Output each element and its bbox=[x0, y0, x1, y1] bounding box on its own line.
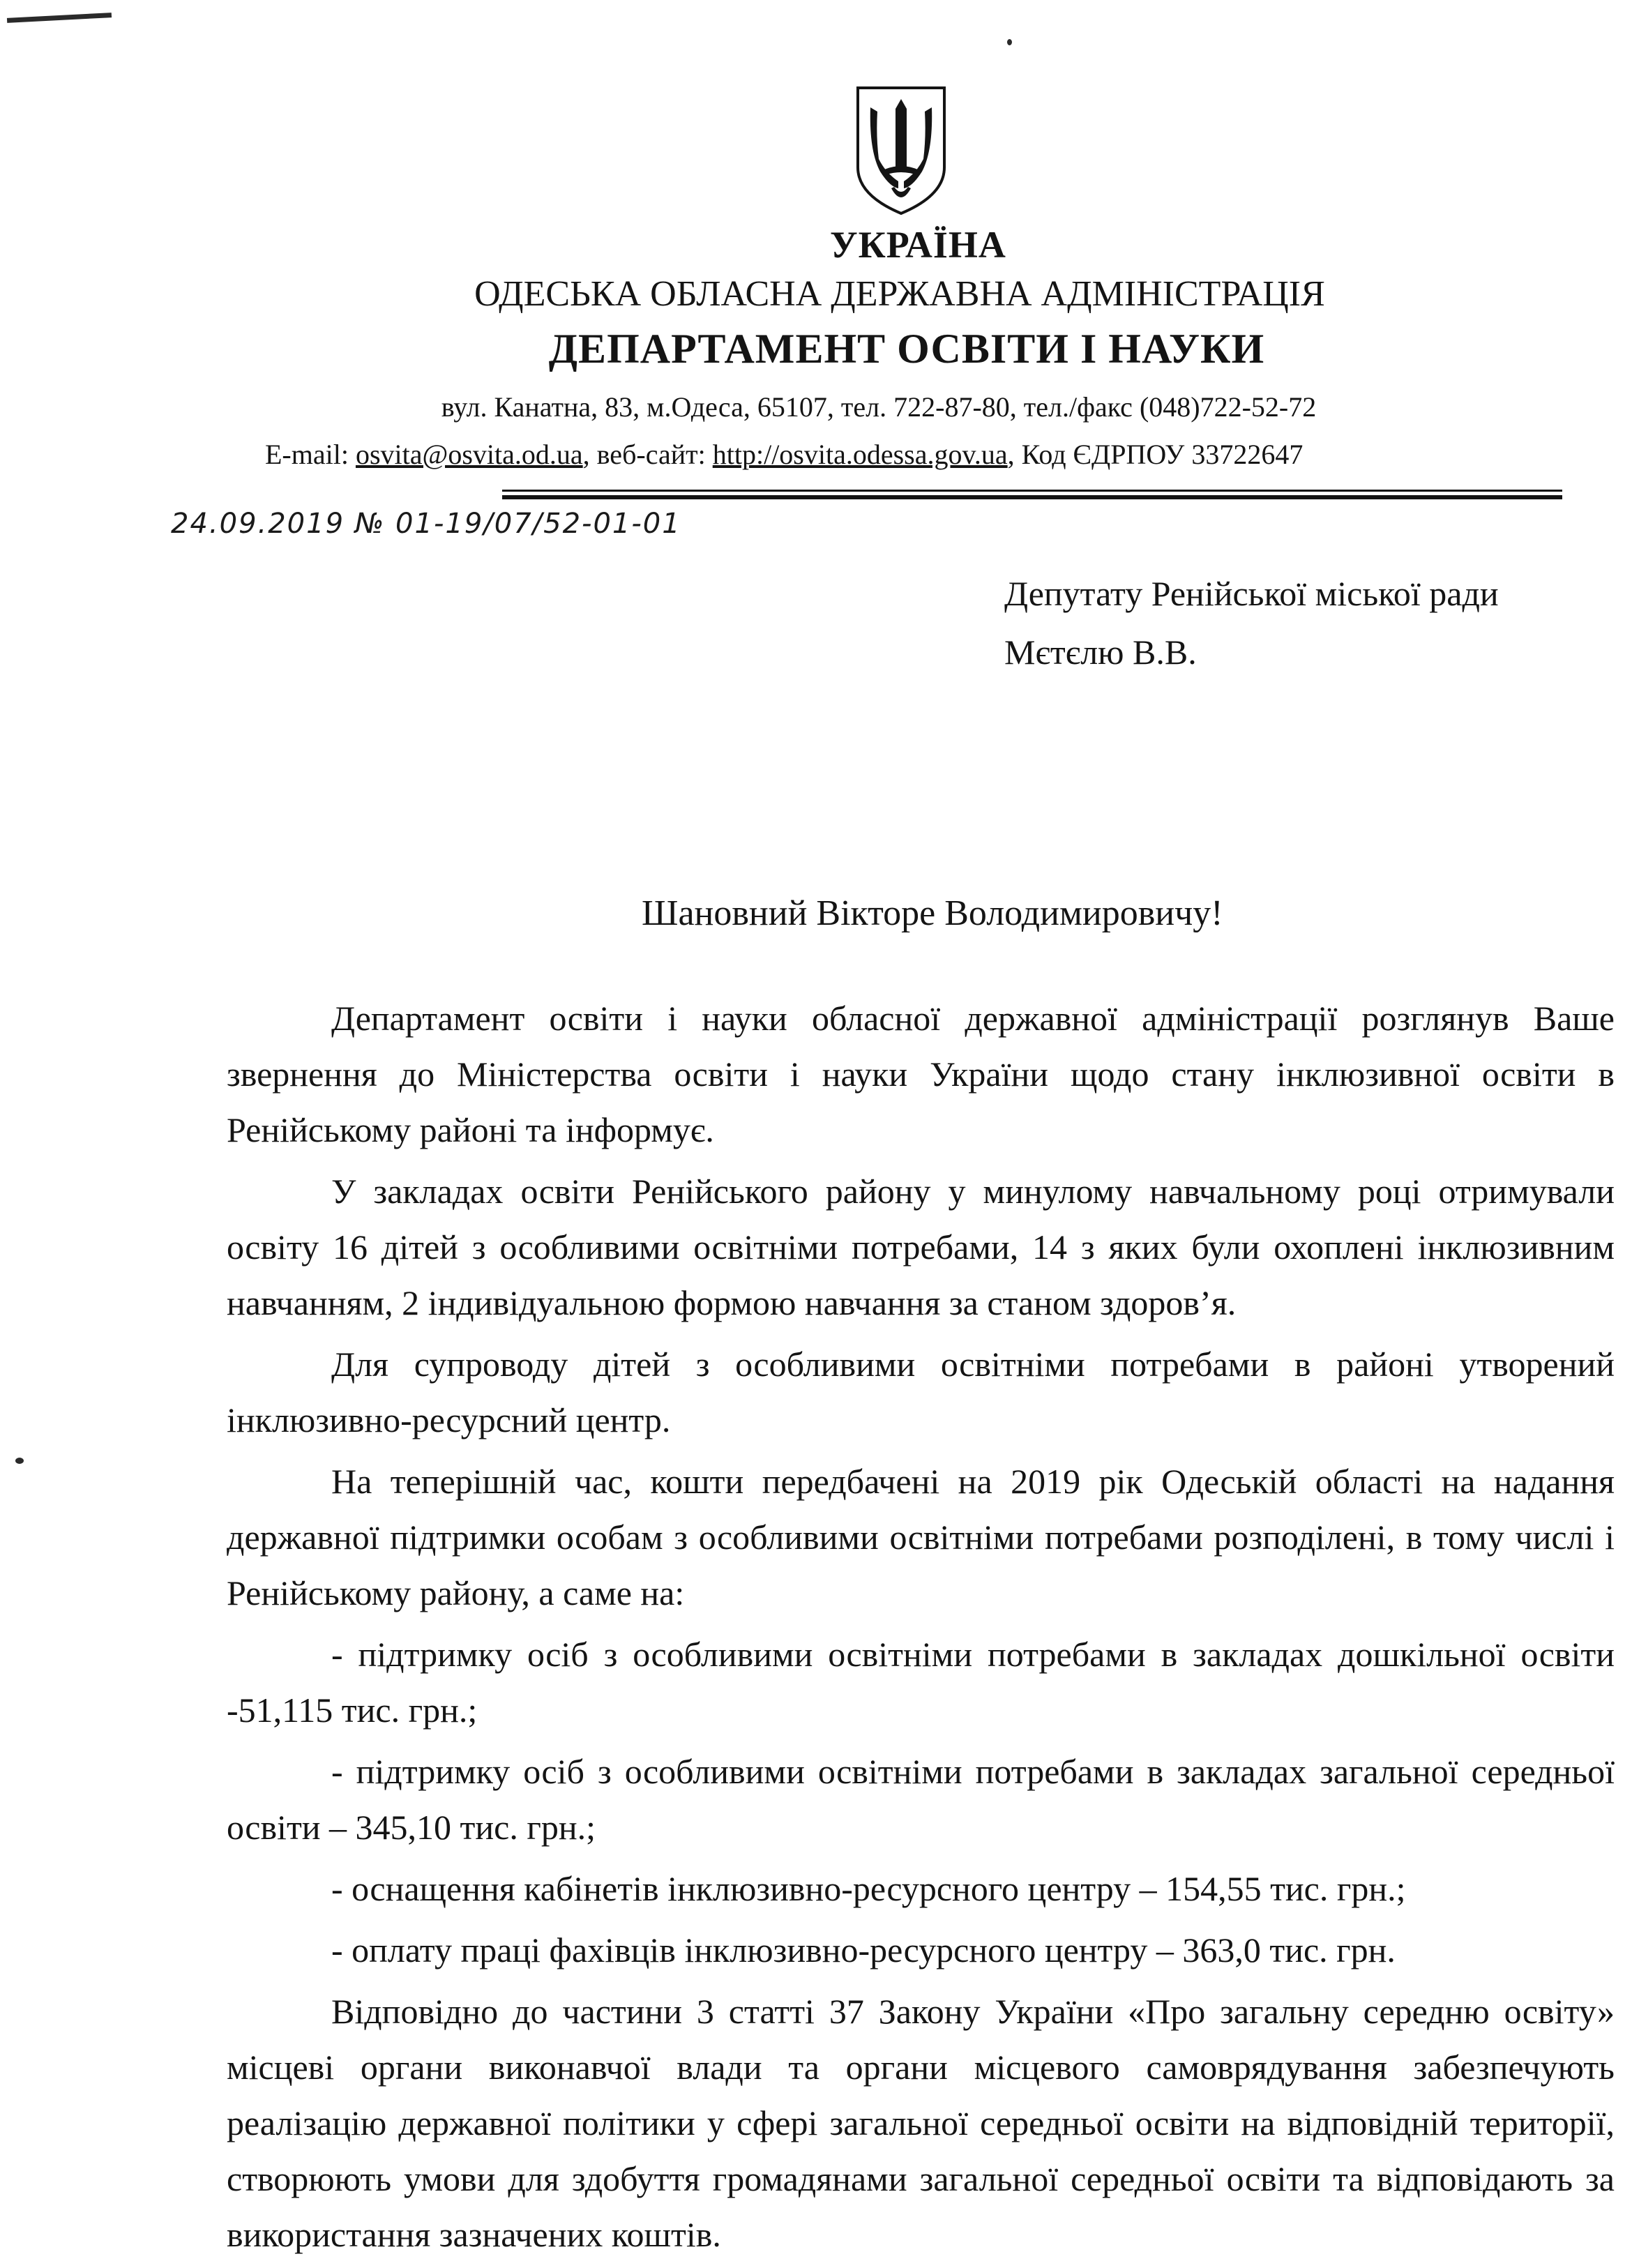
body-paragraph: У закладах освіти Ренійського району у минулому навчальному році отримували освіту 16 дітей з особливими освітніми потребами, 14 з яких були охоплені інклюзивним навчанням, 2 індивідуальною формою навчання за станом здоров’я. bbox=[227, 1172, 1615, 1322]
funding-item: - оплату праці фахівців інклюзивно-ресурсного центру – 363,0 тис. грн. bbox=[331, 1930, 1396, 1970]
body-paragraph: Відповідно до частини 3 статті 37 Закону України «Про загальну середню освіту» місцеві органи виконавчої влади та органи місцевого самоврядування забезпечують реалізацію державної політики у сфері загальної середньої освіти на відповідній території, створюють умови для здобуття громадянами загальної середньої освіти та відповідають за використання зазначених коштів. bbox=[227, 1992, 1615, 2254]
addressee-position: Депутату Ренійської міської ради bbox=[1004, 574, 1499, 613]
email-link[interactable]: osvita@osvita.od.ua bbox=[355, 439, 583, 470]
body-paragraph: На теперішній час, кошти передбачені на 2019 рік Одеській області на надання державної підтримки особам з особливими освітніми потребами розподілені, в тому числі і Ренійському району, а саме на: bbox=[227, 1462, 1615, 1612]
addressee-name: Мєтєлю В.В. bbox=[1004, 633, 1197, 672]
website-label: , веб-сайт: bbox=[582, 439, 713, 470]
letter-body bbox=[227, 990, 1615, 2268]
administration-name: ОДЕСЬКА ОБЛАСНА ДЕРЖАВНА АДМІНІСТРАЦІЯ bbox=[474, 274, 1325, 314]
department-name: ДЕПАРТАМЕНТ ОСВІТИ І НАУКИ bbox=[548, 326, 1265, 372]
body-paragraph: Для супроводу дітей з особливими освітніми потребами в районі утворений інклюзивно-ресурсний центр. bbox=[227, 1345, 1615, 1439]
outgoing-reference-number: 24.09.2019 № 01-19/07/52-01-01 bbox=[171, 508, 681, 540]
website-link[interactable]: http://osvita.odessa.gov.ua bbox=[712, 439, 1008, 470]
header-divider bbox=[502, 495, 1562, 499]
scan-mark bbox=[7, 13, 112, 23]
edrpou-code: , Код ЄДРПОУ 33722647 bbox=[1007, 439, 1304, 470]
greeting: Шановний Вікторе Володимировичу! bbox=[642, 893, 1223, 933]
funding-item: - оснащення кабінетів інклюзивно-ресурсного центру – 154,55 тис. грн.; bbox=[331, 1869, 1406, 1908]
coat-of-arms-icon bbox=[852, 84, 950, 216]
header-divider bbox=[502, 490, 1562, 492]
funding-item: - підтримку осіб з особливими освітніми потребами в закладах дошкільної освіти -51,115 тис. грн.; bbox=[227, 1635, 1615, 1730]
email-label: E-mail: bbox=[265, 439, 356, 470]
department-address: вул. Канатна, 83, м.Одеса, 65107, тел. 722-87-80, тел./факс (048)722-52-72 bbox=[441, 391, 1317, 423]
country-name: УКРАЇНА bbox=[830, 224, 1006, 266]
department-contacts bbox=[265, 438, 1303, 471]
funding-item: - підтримку осіб з особливими освітніми потребами в закладах загальної середньої освіти – 345,10 тис. грн.; bbox=[227, 1752, 1615, 1847]
body-paragraph: Департамент освіти і науки обласної державної адміністрації розглянув Ваше звернення до Міністерства освіти і науки України щодо стану інклюзивної освіти в Ренійському районі та інформує. bbox=[227, 999, 1615, 1149]
scan-mark bbox=[15, 1458, 24, 1464]
scan-mark bbox=[1007, 39, 1012, 45]
